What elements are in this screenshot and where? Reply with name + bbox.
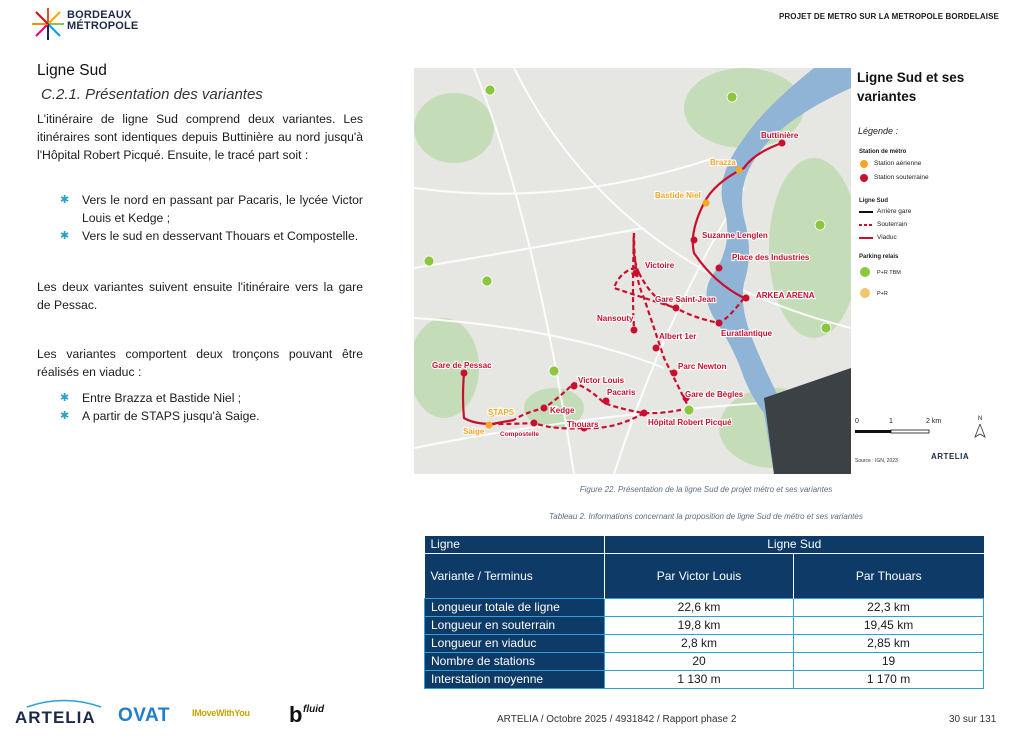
viaduct-line-icon	[859, 235, 873, 241]
parking-relay-icon	[821, 323, 831, 333]
row-value: 1 170 m	[794, 671, 984, 689]
station-victoire	[633, 270, 640, 277]
label-arkea-arena: ARKEA ARENA	[756, 291, 815, 300]
scale-label: 1	[889, 418, 893, 425]
label-saige: Saige	[463, 427, 485, 436]
header-variant-victor-louis: Par Victor Louis	[605, 554, 794, 599]
list-item	[60, 389, 363, 407]
map-title: Ligne Sud et ses variantes	[857, 70, 965, 104]
north-label: N	[978, 416, 983, 422]
depot-line-icon	[859, 209, 873, 215]
viaduct-list	[60, 389, 363, 425]
list-item-text: Vers le nord en passant par Pacaris, le lycée Victor Louis et Kedge ;	[82, 193, 363, 225]
legend-line-depot: Arrière gare	[877, 208, 912, 215]
row-value: 19,8 km	[605, 617, 794, 635]
underground-line-icon	[859, 222, 873, 228]
row-value: 2,85 km	[794, 635, 984, 653]
row-value: 19,45 km	[794, 617, 984, 635]
legend-line-underground: Souterrain	[877, 221, 907, 228]
ovat-logo: OVAT	[118, 705, 170, 726]
scale-label: 0	[855, 418, 859, 425]
bullet-star-icon: ✱	[60, 410, 70, 422]
station-suzanne-lenglen	[691, 237, 698, 244]
parking-relay-icon	[485, 85, 495, 95]
station-parc-newton	[671, 370, 678, 377]
label-kedge: Kedge	[550, 406, 575, 415]
legend-station-heading: Station de métro	[859, 149, 907, 155]
artelia-logo: ARTELIA	[15, 708, 96, 727]
station-bastide-niel	[703, 200, 710, 207]
legend-line-viaduct: Viaduc	[877, 234, 897, 241]
scale-label: 2 km	[926, 418, 942, 425]
line-south-map	[414, 68, 851, 474]
aerial-station-icon	[859, 159, 869, 169]
row-value: 20	[605, 653, 794, 671]
label-albert-1er: Albert 1er	[659, 332, 697, 341]
list-item-text: Vers le sud en desservant Thouars et Compostelle.	[82, 229, 359, 243]
label-nansouty: Nansouty	[597, 314, 634, 323]
figure-caption: Figure 22. Présentation de la ligne Sud de projet métro et ses variantes	[579, 485, 833, 494]
paragraph-viaduct: Les variantes comportent deux tronçons pouvant être réalisés en viaduc :	[37, 347, 363, 379]
map-artelia-logo: ARTELIA	[931, 452, 970, 461]
table-row	[425, 671, 984, 689]
paragraph-pessac: Les deux variantes suivent ensuite l'itinéraire vers la gare de Pessac.	[37, 280, 363, 312]
station-albert-1er	[653, 345, 660, 352]
row-label: Longueur en souterrain	[425, 617, 605, 635]
logo-line-2: MÉTROPOLE	[67, 20, 139, 32]
station-brazza	[736, 167, 743, 174]
station-gare-de-pessac	[461, 370, 468, 377]
artelia-arc-icon	[25, 698, 103, 708]
bordeaux-metropole-logo	[30, 4, 160, 44]
label-brazza: Brazza	[710, 158, 736, 167]
list-item-text: Entre Brazza et Bastide Niel ;	[82, 391, 242, 405]
footer-logos	[15, 700, 355, 730]
label-suzanne-lenglen: Suzanne Lenglen	[702, 231, 768, 240]
header-ligne: Ligne	[425, 536, 605, 554]
imovewithyou-logo: IMoveWithYou	[192, 708, 250, 718]
label-hopital-robert-picque: Hôpital Robert Picqué	[648, 418, 732, 427]
row-value: 22,3 km	[794, 599, 984, 617]
legend-parking-tbm: P+R TBM	[877, 270, 901, 276]
table-header-row	[425, 554, 984, 599]
label-victor-louis: Victor Louis	[578, 376, 625, 385]
station-pacaris	[603, 398, 610, 405]
row-value: 2,8 km	[605, 635, 794, 653]
row-label: Longueur totale de ligne	[425, 599, 605, 617]
header-ligne-value: Ligne Sud	[767, 537, 822, 551]
parking-tbm-icon	[859, 266, 871, 278]
parking-relay-icon	[815, 220, 825, 230]
parking-relay-icon	[549, 366, 559, 376]
row-label: Nombre de stations	[425, 653, 605, 671]
paragraph-intro: L'itinéraire de ligne Sud comprend deux variantes. Les itinéraires sont identiques depuis Buttinière au nord jusqu'à l'Hôpital Robert Picqué. Ensuite, le tracé part soit :	[37, 112, 363, 162]
label-gare-de-begles: Gare de Bègles	[685, 390, 744, 399]
scale-bar	[855, 428, 935, 436]
label-euratlantique: Euratlantique	[721, 329, 773, 338]
list-item	[60, 407, 363, 425]
station-place-des-industries	[716, 265, 723, 272]
station-hopital-robert-picque	[641, 410, 648, 417]
page-number: 30 sur 131	[949, 714, 997, 725]
station-arkea-arena	[743, 295, 750, 302]
label-compostelle: Compostelle	[500, 431, 540, 438]
table-row	[425, 599, 984, 617]
station-nansouty	[631, 327, 638, 334]
station-gare-saint-jean	[673, 305, 680, 312]
document-title: PROJET DE METRO SUR LA METROPOLE BORDELAISE	[778, 12, 999, 21]
station-victor-louis	[571, 383, 578, 390]
row-value: 19	[794, 653, 984, 671]
line-info-table	[424, 536, 984, 689]
bullet-star-icon: ✱	[60, 230, 70, 242]
label-staps: STAPS	[488, 408, 515, 417]
parking-relay-icon	[684, 405, 694, 415]
header-variant-thouars: Par Thouars	[794, 554, 984, 599]
subsection-title: C.2.1. Présentation des variantes	[41, 86, 263, 103]
label-pacaris: Pacaris	[607, 388, 636, 397]
legend-parking-pr: P+R	[877, 291, 888, 297]
parking-relay-icon	[424, 256, 434, 266]
table-row	[425, 653, 984, 671]
bfluid-b-icon: b	[289, 702, 303, 727]
legend-station-underground: Station souterraine	[874, 174, 929, 181]
list-item-text: A partir de STAPS jusqu'à Saige.	[82, 409, 260, 423]
row-label: Interstation moyenne	[425, 671, 605, 689]
legend-parking-heading: Parking relais	[859, 254, 899, 260]
table-caption: Tableau 2. Informations concernant la proposition de ligne Sud de métro et ses variantes	[549, 512, 863, 521]
row-label: Longueur en viaduc	[425, 635, 605, 653]
label-victoire: Victoire	[645, 261, 675, 270]
bullet-star-icon: ✱	[60, 194, 70, 206]
label-place-des-industries: Place des Industries	[732, 253, 810, 262]
row-value: 1 130 m	[605, 671, 794, 689]
station-euratlantique	[716, 320, 723, 327]
label-gare-saint-jean: Gare Saint-Jean	[655, 295, 716, 304]
parking-pr-icon	[859, 287, 871, 299]
parking-relay-icon	[727, 92, 737, 102]
table-header-row	[425, 536, 984, 554]
row-value: 22,6 km	[605, 599, 794, 617]
logo-line-1: BORDEAUX	[67, 9, 132, 21]
variant-list	[60, 191, 363, 245]
station-compostelle	[531, 420, 538, 427]
section-title: Ligne Sud	[37, 62, 107, 79]
footer-text: ARTELIA / Octobre 2025 / 4931842 / Rapport phase 2	[497, 714, 737, 725]
bullet-star-icon: ✱	[60, 392, 70, 404]
label-buttiniere: Buttinière	[761, 131, 799, 140]
map-source: Source : IGN, 2023	[855, 458, 898, 464]
list-item	[60, 227, 363, 245]
label-parc-newton: Parc Newton	[678, 362, 727, 371]
station-buttiniere	[779, 140, 786, 147]
underground-station-icon	[859, 173, 869, 183]
starburst-icon	[30, 6, 66, 42]
label-bastide-niel: Bastide Niel	[655, 191, 701, 200]
station-saige	[486, 422, 493, 429]
table-row	[425, 617, 984, 635]
label-gare-de-pessac: Gare de Pessac	[432, 361, 492, 370]
bfluid-logo: fluid	[303, 704, 325, 715]
list-item	[60, 191, 363, 227]
header-variante: Variante / Terminus	[425, 554, 605, 599]
legend-line-heading: Ligne Sud	[859, 198, 888, 204]
table-row	[425, 635, 984, 653]
legend-station-aerial: Station aérienne	[874, 160, 922, 167]
north-arrow-icon	[974, 424, 986, 438]
parking-relay-icon	[482, 276, 492, 286]
legend-label: Légende :	[858, 126, 899, 136]
label-thouars: Thouars	[567, 420, 599, 429]
station-kedge	[541, 405, 548, 412]
